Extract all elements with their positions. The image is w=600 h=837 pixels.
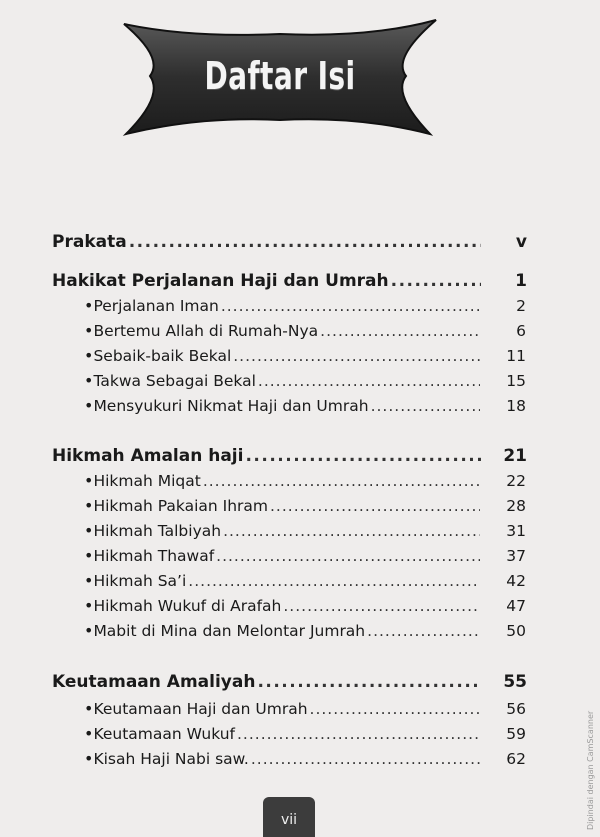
bullet-icon: • — [84, 521, 94, 540]
toc-page-number: 62 — [506, 750, 526, 768]
toc-page-number: 28 — [506, 497, 526, 515]
bullet-icon: • — [84, 596, 94, 615]
toc-page-number: v — [515, 232, 527, 252]
toc-page-number: 50 — [506, 622, 526, 640]
toc-page-number: 22 — [506, 472, 526, 490]
toc-item[interactable] — [84, 321, 526, 340]
dot-leader — [283, 597, 480, 615]
dot-leader — [245, 446, 481, 466]
toc-item[interactable] — [84, 724, 526, 743]
toc-page-number: 59 — [506, 725, 526, 743]
toc-item-label: Mabit di Mina dan Melontar Jumrah — [93, 622, 366, 640]
bullet-icon: • — [84, 321, 94, 340]
toc-page-number: 11 — [506, 347, 526, 365]
toc-page-number: 42 — [506, 572, 526, 590]
toc-page-number: 47 — [506, 597, 526, 615]
toc-item[interactable] — [84, 396, 526, 415]
toc-item-label: Hikmah Sa’i — [93, 572, 187, 590]
dot-leader — [270, 497, 480, 515]
dot-leader — [188, 572, 480, 590]
bullet-icon: • — [84, 699, 94, 718]
bullet-icon: • — [84, 496, 94, 515]
toc-item[interactable] — [84, 296, 526, 315]
dot-leader — [251, 750, 480, 768]
toc-page-number: 37 — [506, 547, 526, 565]
dot-leader — [221, 297, 480, 315]
toc-item-label: Perjalanan Iman — [93, 297, 219, 315]
toc-item[interactable] — [84, 371, 526, 390]
toc-item-label: Bertemu Allah di Rumah-Nya — [93, 322, 319, 340]
toc-page-number: 56 — [506, 700, 526, 718]
toc-item[interactable] — [84, 749, 526, 768]
dot-leader — [203, 472, 480, 490]
toc-item[interactable] — [84, 471, 526, 490]
dot-leader — [129, 232, 481, 252]
dot-leader — [391, 271, 481, 291]
dot-leader — [223, 522, 480, 540]
bullet-icon: • — [84, 471, 94, 490]
toc-item[interactable] — [84, 596, 526, 615]
toc-page-number: 1 — [515, 271, 527, 291]
toc-item[interactable] — [84, 496, 526, 515]
toc-item-label: Sebaik-baik Bekal — [93, 347, 232, 365]
toc-item[interactable] — [84, 521, 526, 540]
toc-page-number: 18 — [506, 397, 526, 415]
toc-page-number: 2 — [516, 297, 526, 315]
toc-heading-label: Prakata — [52, 232, 127, 252]
bullet-icon: • — [84, 396, 94, 415]
toc-page-number: 55 — [503, 672, 527, 692]
scanner-watermark: Dipindai dengan CamScanner — [586, 710, 595, 830]
bullet-icon: • — [84, 621, 94, 640]
bullet-icon: • — [84, 724, 94, 743]
toc-item-label: Takwa Sebagai Bekal — [93, 372, 256, 390]
toc-page-number: 21 — [503, 446, 527, 466]
toc-page-number: 15 — [506, 372, 526, 390]
toc-item[interactable] — [84, 699, 526, 718]
toc-heading-hikmah[interactable] — [52, 446, 527, 466]
dot-leader — [237, 725, 480, 743]
dot-leader — [257, 672, 481, 692]
toc-heading-label: Keutamaan Amaliyah — [52, 672, 256, 692]
toc-item[interactable] — [84, 621, 526, 640]
toc-heading-hakikat[interactable] — [52, 271, 527, 291]
toc-heading-keutamaan[interactable] — [52, 672, 527, 692]
footer-page-number: vii — [280, 812, 298, 828]
bullet-icon: • — [84, 346, 94, 365]
toc-item-label: Mensyukuri Nikmat Haji dan Umrah — [93, 397, 369, 415]
bullet-icon: • — [84, 371, 94, 390]
dot-leader — [233, 347, 480, 365]
toc-item-label: Hikmah Miqat — [93, 472, 201, 490]
toc-item-label: Kisah Haji Nabi saw. — [93, 750, 249, 768]
toc-item[interactable] — [84, 346, 526, 365]
dot-leader — [320, 322, 480, 340]
dot-leader — [258, 372, 480, 390]
bullet-icon: • — [84, 296, 94, 315]
dot-leader — [216, 547, 480, 565]
dot-leader — [367, 622, 480, 640]
toc-item-label: Hikmah Wukuf di Arafah — [93, 597, 282, 615]
toc-page-number: 31 — [506, 522, 526, 540]
bullet-icon: • — [84, 571, 94, 590]
toc-page-number: 6 — [516, 322, 526, 340]
dot-leader — [310, 700, 480, 718]
dot-leader — [371, 397, 480, 415]
toc-item-label: Hikmah Thawaf — [93, 547, 215, 565]
toc-heading-label: Hikmah Amalan haji — [52, 446, 244, 466]
bullet-icon: • — [84, 749, 94, 768]
toc-item[interactable] — [84, 571, 526, 590]
toc-heading-prakata[interactable] — [52, 232, 527, 252]
toc-item-label: Keutamaan Wukuf — [93, 725, 235, 743]
toc-heading-label: Hakikat Perjalanan Haji dan Umrah — [52, 271, 389, 291]
toc-item-label: Hikmah Pakaian Ihram — [93, 497, 268, 515]
bullet-icon: • — [84, 546, 94, 565]
toc-item-label: Keutamaan Haji dan Umrah — [93, 700, 308, 718]
toc-item-label: Hikmah Talbiyah — [93, 522, 222, 540]
toc-item[interactable] — [84, 546, 526, 565]
page-title: Daftar Isi — [204, 54, 356, 98]
